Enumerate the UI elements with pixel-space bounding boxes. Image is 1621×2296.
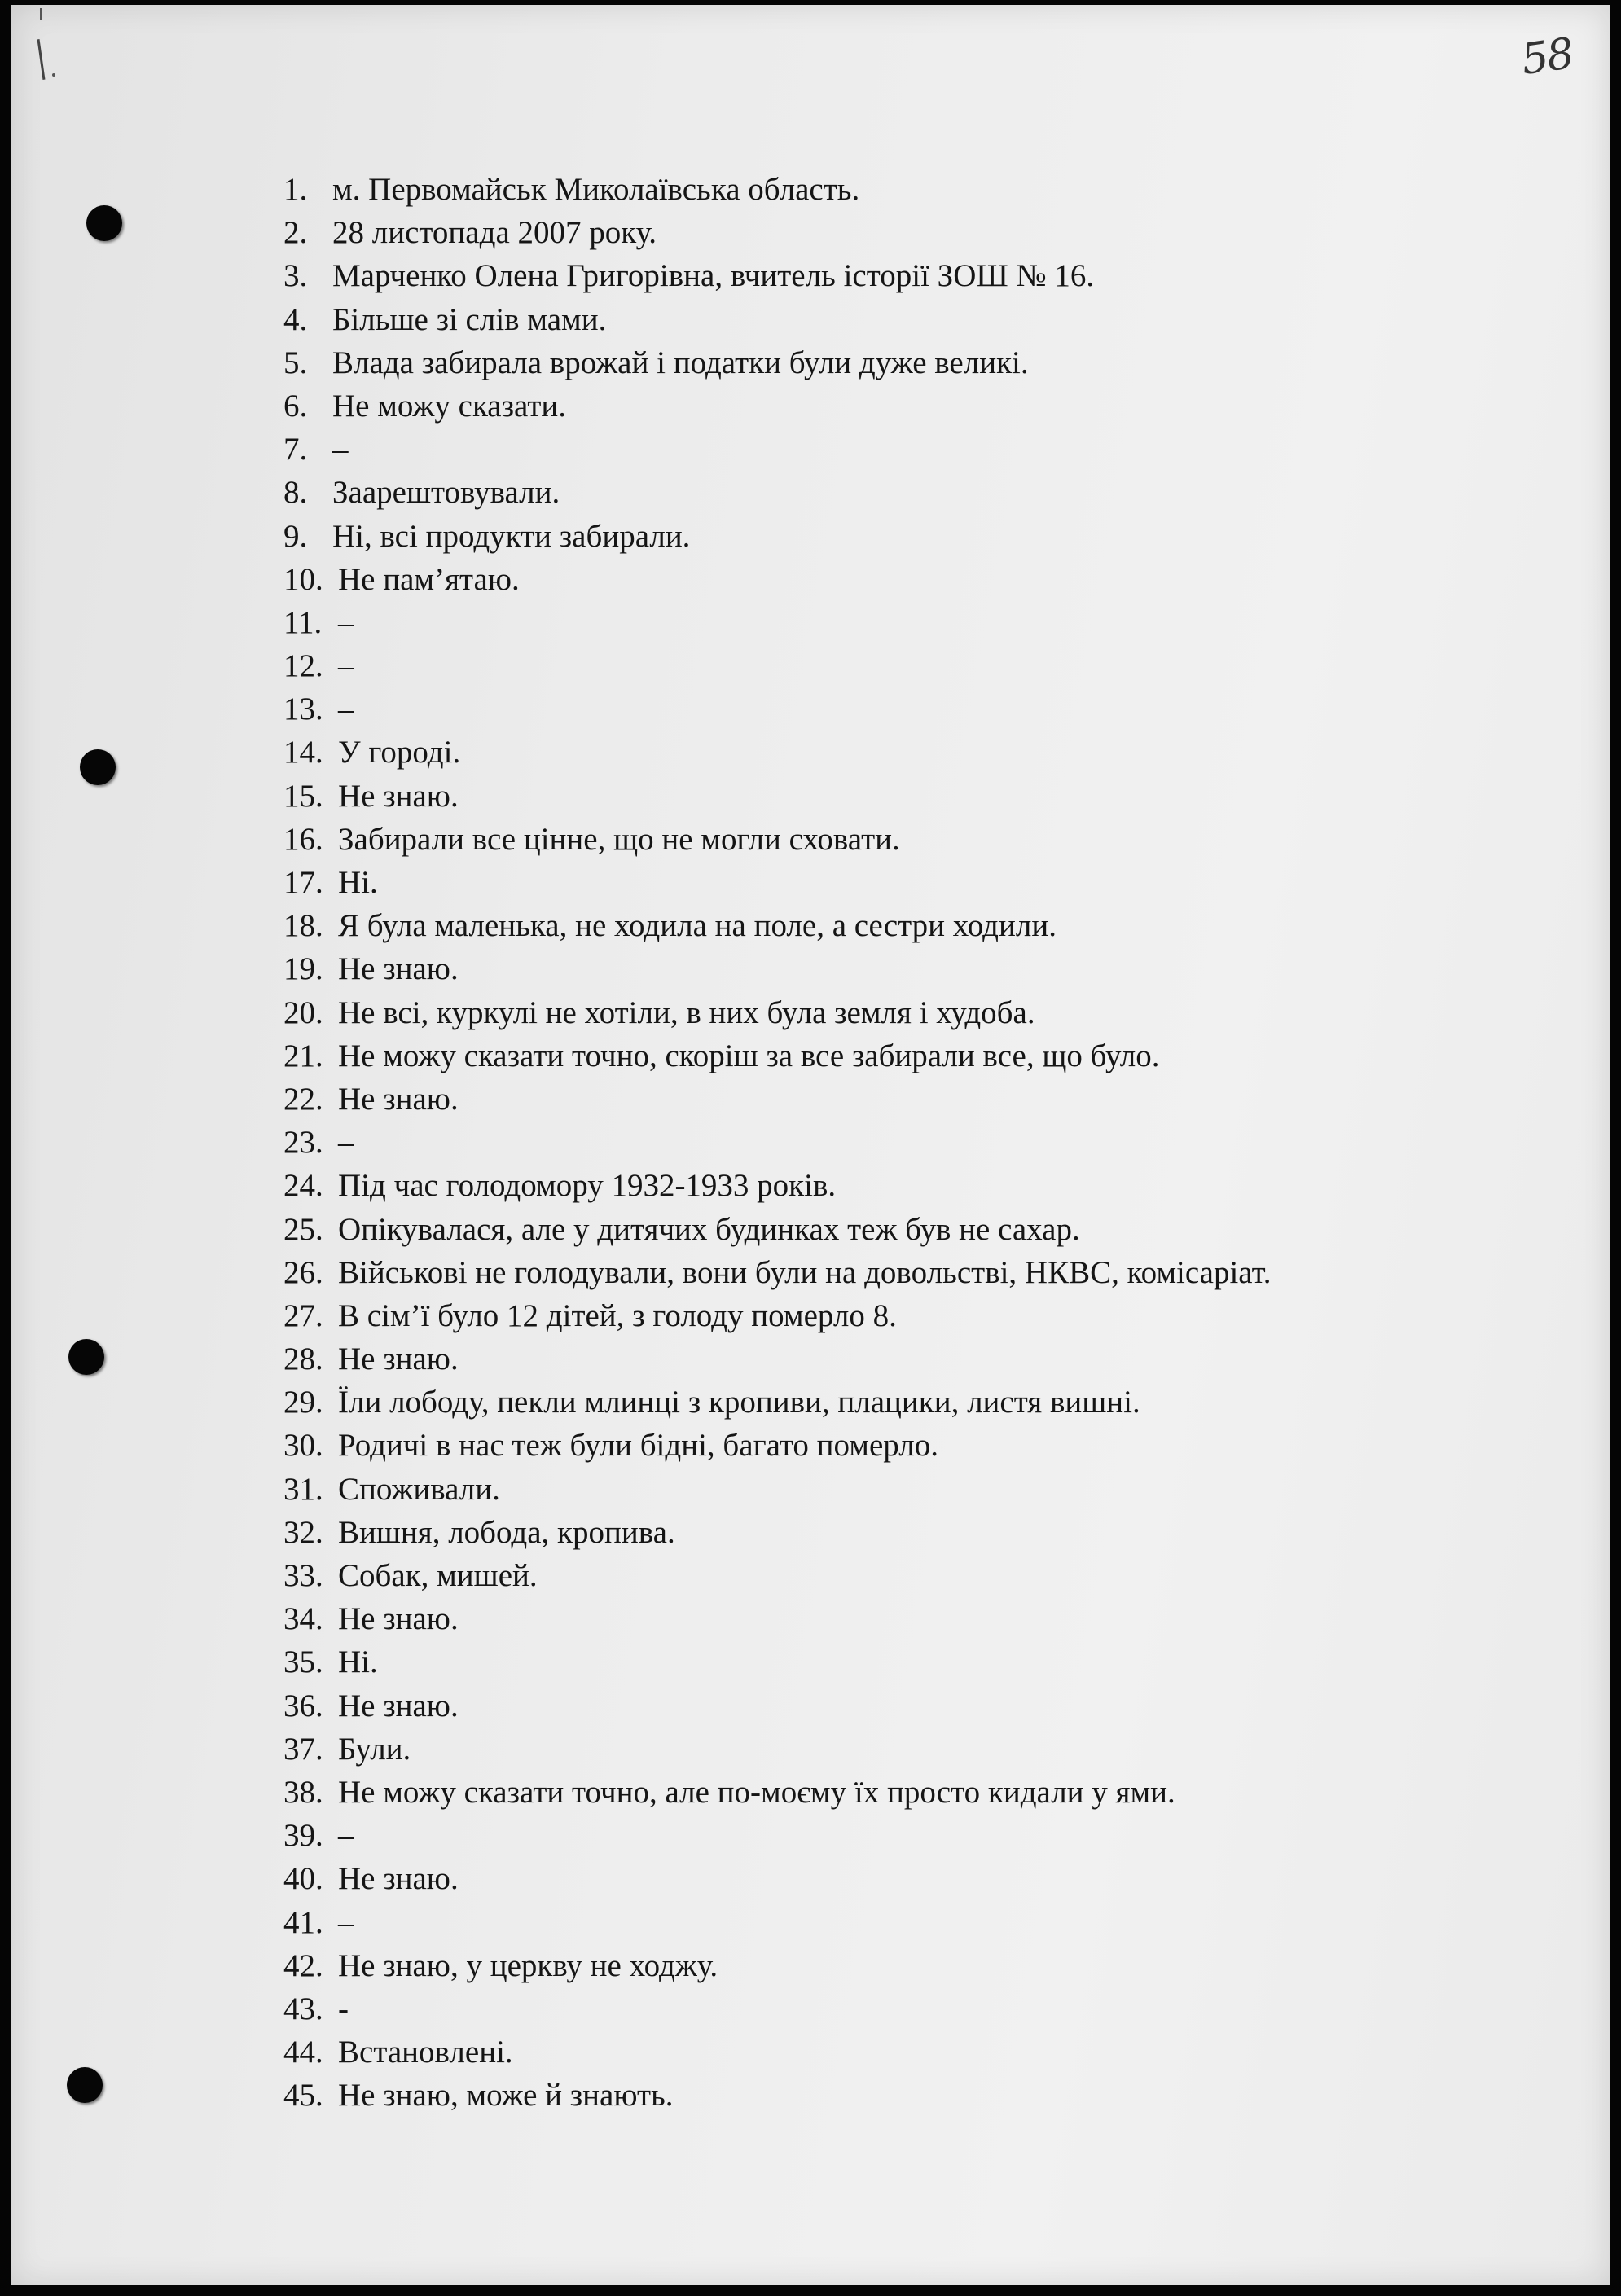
answer-number: 35. (283, 1644, 323, 1680)
answer-number: 10. (283, 561, 323, 597)
answer-text: – (338, 604, 354, 640)
answer-item (283, 384, 1271, 428)
answer-number: 20. (283, 994, 323, 1030)
answer-item (283, 558, 1271, 601)
answer-text: Ні. (338, 1644, 378, 1680)
answer-number: 12. (283, 648, 323, 684)
answer-text: Марченко Олена Григорівна, вчитель історії ЗОШ № 16. (332, 258, 1095, 294)
answer-item (283, 687, 1271, 731)
answer-item (283, 2030, 1271, 2074)
answer-text: Їли лободу, пекли млинці з кропиви, плацики, листя вишні. (338, 1385, 1140, 1420)
answer-item (283, 818, 1271, 861)
answer-item (283, 1381, 1271, 1424)
answer-text: Більше зі слів мами. (332, 301, 607, 337)
answer-item (283, 1640, 1271, 1684)
answer-text: Не знаю, може й знають. (338, 2078, 674, 2114)
answer-text: Не знаю, у церкву не ходжу. (338, 1947, 718, 1983)
answer-number: 41. (283, 1904, 323, 1940)
answer-text: Не пам’ятаю. (338, 561, 520, 597)
answer-item (283, 1121, 1271, 1164)
answer-text: Я була маленька, не ходила на поле, а сестри ходили. (338, 908, 1057, 944)
answer-text: Влада забирала врожай і податки були дуже великі. (332, 345, 1029, 380)
answer-number: 9. (283, 518, 308, 554)
answer-text: Не знаю. (338, 1688, 459, 1723)
answer-text: Не знаю. (338, 1861, 459, 1897)
answer-number: 27. (283, 1297, 323, 1333)
answer-number: 39. (283, 1818, 323, 1854)
answer-text: Не можу сказати точно, але по-моєму їх просто кидали у ями. (338, 1774, 1175, 1810)
answer-item (283, 1901, 1271, 1944)
answer-text: В сім’ї було 12 дітей, з голоду померло 8. (338, 1297, 897, 1333)
answer-number: 38. (283, 1774, 323, 1810)
answer-item (283, 471, 1271, 514)
answer-item (283, 168, 1271, 211)
answer-number: 25. (283, 1211, 323, 1247)
answer-text: Встановлені. (338, 2035, 513, 2070)
answer-text: Не можу сказати. (332, 388, 566, 424)
answer-number: 21. (283, 1038, 323, 1073)
answer-item (283, 341, 1271, 384)
answer-item (283, 1424, 1271, 1467)
answer-text: 28 листопада 2007 року. (332, 215, 657, 251)
answer-number: 44. (283, 2035, 323, 2070)
answer-number: 42. (283, 1947, 323, 1983)
answer-number: 6. (283, 388, 308, 424)
answer-number: 30. (283, 1428, 323, 1464)
answer-item (283, 1294, 1271, 1337)
answer-item (283, 644, 1271, 687)
answer-item (283, 947, 1271, 990)
answer-text: Не всі, куркулі не хотіли, в них була земля і худоба. (338, 994, 1035, 1030)
punch-hole (68, 1339, 104, 1375)
answer-number: 18. (283, 908, 323, 944)
answer-number: 24. (283, 1168, 323, 1204)
answer-number: 31. (283, 1471, 323, 1507)
answer-item (283, 1814, 1271, 1857)
punch-hole (80, 749, 116, 785)
corner-pencil-dot (52, 73, 55, 77)
punch-hole (86, 205, 122, 241)
answer-item (283, 1468, 1271, 1511)
answer-number: 29. (283, 1385, 323, 1420)
answer-item (283, 211, 1271, 254)
answer-item (283, 428, 1271, 471)
answer-text: – (338, 648, 354, 684)
answer-number: 26. (283, 1254, 323, 1290)
answer-number: 19. (283, 951, 323, 987)
answer-item (283, 1727, 1271, 1771)
answer-item (283, 298, 1271, 341)
answer-text: – (338, 1904, 354, 1940)
answer-text: Військові не голодували, вони були на довольстві, НКВС, комісаріат. (338, 1254, 1272, 1290)
answer-text: Ні, всі продукти забирали. (332, 518, 691, 554)
answer-number: 14. (283, 735, 323, 770)
answer-number: 40. (283, 1861, 323, 1897)
answer-item (283, 1251, 1271, 1294)
answer-text: Вишня, лобода, кропива. (338, 1514, 675, 1550)
answer-text: Не знаю. (338, 1341, 459, 1377)
answer-number: 43. (283, 1991, 323, 2026)
answer-text: – (338, 1818, 354, 1854)
answer-item (283, 1771, 1271, 1814)
answer-item (283, 601, 1271, 644)
answer-number: 13. (283, 691, 323, 727)
answer-text: Не знаю. (338, 778, 459, 814)
answer-item (283, 1987, 1271, 2030)
answer-item (283, 1684, 1271, 1727)
answer-item (283, 2074, 1271, 2117)
answer-text: Ні. (338, 865, 378, 900)
answer-item (283, 991, 1271, 1034)
answer-number: 2. (283, 215, 308, 251)
answer-number: 8. (283, 475, 308, 511)
answer-text: Не знаю. (338, 1081, 459, 1117)
answer-number: 28. (283, 1341, 323, 1377)
answer-number: 23. (283, 1125, 323, 1161)
answer-number: 37. (283, 1731, 323, 1767)
answer-item (283, 1857, 1271, 1900)
answer-number: 17. (283, 865, 323, 900)
answer-text: Родичі в нас теж були бідні, багато померло. (338, 1428, 938, 1464)
answer-text: Собак, мишей. (338, 1558, 538, 1593)
answer-number: 36. (283, 1688, 323, 1723)
answer-item (283, 254, 1271, 297)
answer-number: 15. (283, 778, 323, 814)
answer-text: Опікувалася, але у дитячих будинках теж був не сахар. (338, 1211, 1080, 1247)
answer-text: м. Первомайськ Миколаївська область. (332, 172, 860, 207)
answer-text: Забирали все цінне, що не могли сховати. (338, 821, 900, 857)
answer-item (283, 904, 1271, 947)
answer-text: Заарештовували. (332, 475, 560, 511)
answer-text: Не знаю. (338, 1601, 459, 1637)
answer-text: – (338, 691, 354, 727)
answer-text: Були. (338, 1731, 411, 1767)
answer-item (283, 861, 1271, 904)
answer-item (283, 731, 1271, 774)
corner-pencil-mark (37, 8, 44, 65)
answer-number: 4. (283, 301, 308, 337)
answer-text: Не можу сказати точно, скоріш за все забирали все, що було. (338, 1038, 1160, 1073)
answer-number: 7. (283, 432, 308, 468)
punch-hole (67, 2067, 103, 2103)
answer-number: 5. (283, 345, 308, 380)
answer-number: 22. (283, 1081, 323, 1117)
answer-number: 11. (283, 604, 323, 640)
answer-item (283, 1034, 1271, 1078)
answer-text: – (338, 1125, 354, 1161)
answer-number: 32. (283, 1514, 323, 1550)
answer-text: Не знаю. (338, 951, 459, 987)
answer-number: 34. (283, 1601, 323, 1637)
answer-item (283, 1554, 1271, 1597)
answer-item (283, 1597, 1271, 1640)
answer-number: 45. (283, 2078, 323, 2114)
answer-text: – (332, 432, 349, 468)
answer-item (283, 1511, 1271, 1554)
answer-number: 3. (283, 258, 308, 294)
answer-item (283, 1944, 1271, 1987)
answer-number: 16. (283, 821, 323, 857)
answer-text: Під час голодомору 1932-1933 років. (338, 1168, 837, 1204)
answer-item (283, 1164, 1271, 1207)
answer-item (283, 1337, 1271, 1381)
answer-item (283, 1208, 1271, 1251)
answer-number: 33. (283, 1558, 323, 1593)
answer-item (283, 1078, 1271, 1121)
answer-list (283, 168, 1271, 2117)
answer-text: Споживали. (338, 1471, 500, 1507)
answer-number: 1. (283, 172, 308, 207)
answer-item (283, 775, 1271, 818)
answer-text: - (338, 1991, 349, 2026)
answer-item (283, 515, 1271, 558)
handwritten-page-number: 58 (1518, 29, 1576, 86)
answer-text: У городі. (338, 735, 461, 770)
